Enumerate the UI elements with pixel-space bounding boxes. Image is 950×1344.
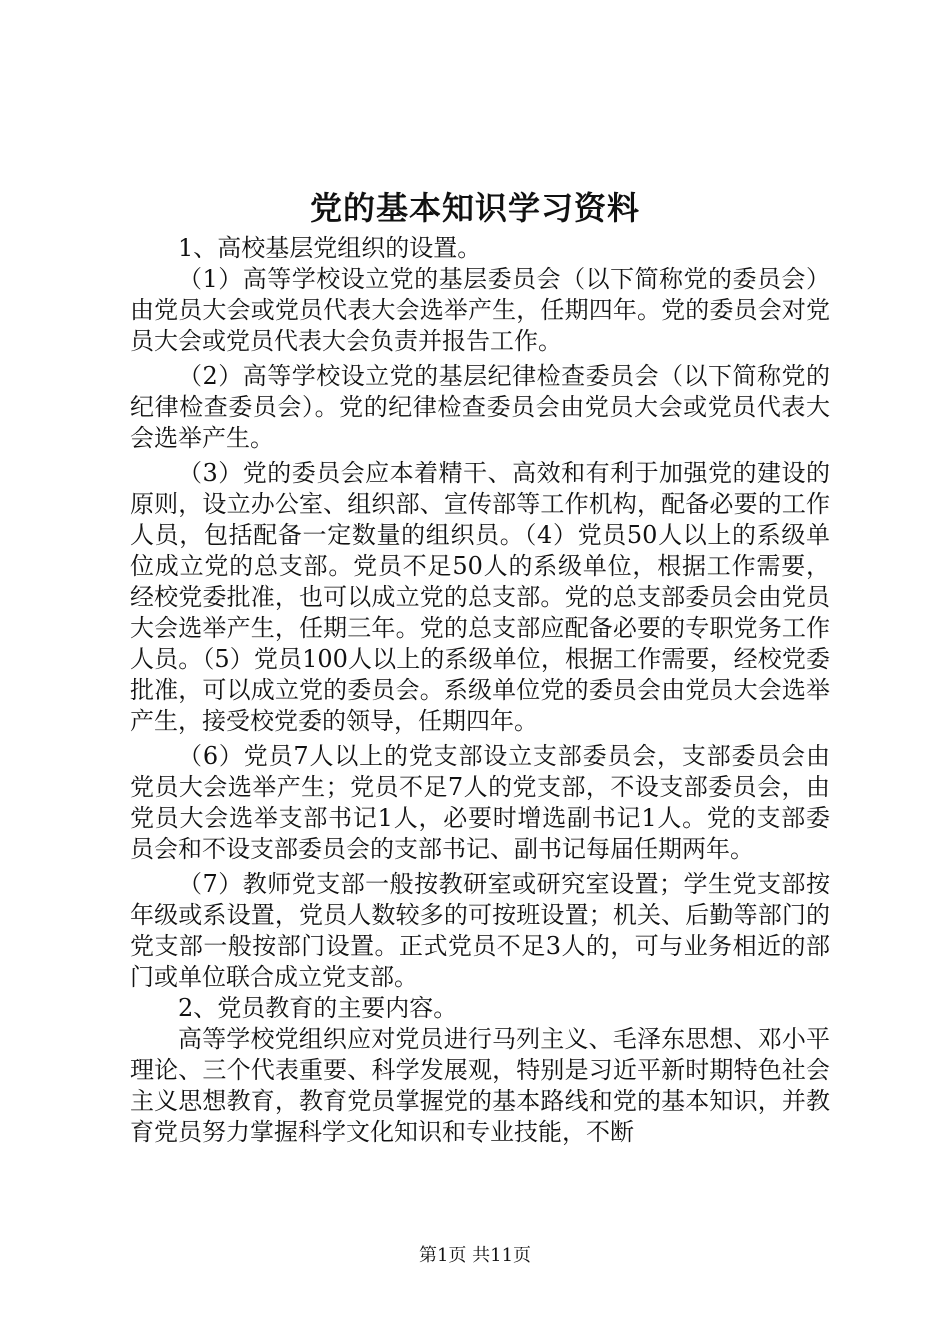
section-heading-1: 1、高校基层党组织的设置。 (178, 234, 482, 262)
paragraph-education: 高等学校党组织应对党员进行马列主义、毛泽东思想、邓小平理论、三个代表重要、科学发展观，特别是习近平新时期特色社会主义思想教育，教育党员掌握党的基本路线和党的基本知识，并教育党员努力掌握科学文化知识和专业技能，不断 (130, 1025, 830, 1146)
paragraph-2: （2）高等学校设立党的基层纪律检查委员会（以下简称党的纪律检查委员会）。党的纪律检查委员会由党员大会或党员代表大会选举产生。 (130, 362, 830, 452)
paragraph-7: （7）教师党支部一般按教研室或研究室设置；学生党支部按年级或系设置，党员人数较多的可按班设置；机关、后勤等部门的党支部一般按部门设置。正式党员不足3人的，可与业务相近的部门或单位联合成立党支部。 (130, 870, 830, 991)
page-number: 第1页 共11页 (418, 1245, 532, 1266)
paragraph-1: （1）高等学校设立党的基层委员会（以下简称党的委员会）由党员大会或党员代表大会选举产生，任期四年。党的委员会对党员大会或党员代表大会负责并报告工作。 (130, 265, 830, 355)
section-heading-2: 2、党员教育的主要内容。 (178, 994, 458, 1022)
document-body (130, 233, 830, 1148)
document-title: 党的基本知识学习资料 (309, 189, 640, 227)
paragraph-6: （6）党员7人以上的党支部设立支部委员会，支部委员会由党员大会选举产生；党员不足7人的党支部，不设支部委员会，由党员大会选举支部书记1人，必要时增选副书记1人。党的支部委员会和不设支部委员会的支部书记、副书记每届任期两年。 (130, 742, 830, 863)
paragraph-3: （3）党的委员会应本着精干、高效和有利于加强党的建设的原则，设立办公室、组织部、宣传部等工作机构，配备必要的工作人员，包括配备一定数量的组织员。（4）党员50人以上的系级单位成立党的总支部。党员不足50人的系级单位，根据工作需要，经校党委批准，也可以成立党的总支部。党的总支部委员会由党员大会选举产生，任期三年。党的总支部应配备必要的专职党务工作人员。（5）党员100人以上的系级单位，根据工作需要，经校党委批准，可以成立党的委员会。系级单位党的委员会由党员大会选举产生，接受校党委的领导，任期四年。 (130, 459, 830, 735)
